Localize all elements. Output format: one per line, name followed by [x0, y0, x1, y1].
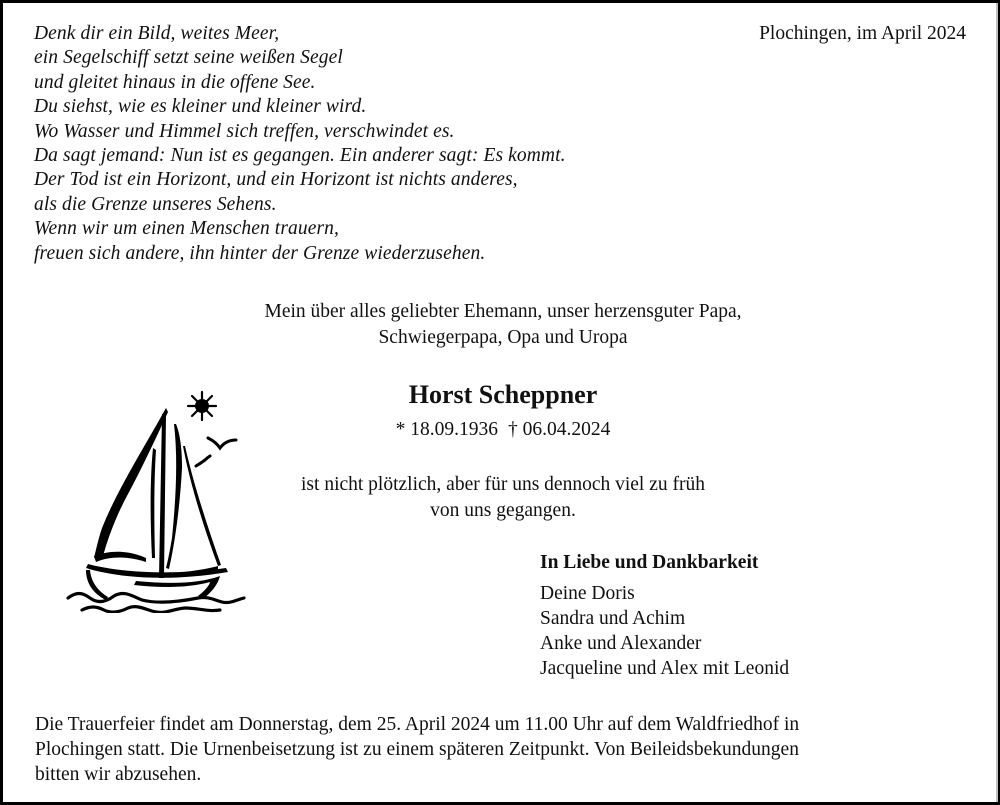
hull-icon — [86, 564, 228, 600]
intro-text — [3, 299, 1000, 351]
poem-line: und gleitet hinaus in die offene See. — [34, 71, 316, 93]
deceased-name: Horst Scheppner — [408, 380, 598, 409]
signer-name: Sandra und Achim — [540, 608, 686, 629]
signers-list — [540, 581, 789, 681]
birth-date: * 18.09.1936 — [395, 419, 498, 440]
service-line: bitten wir abzusehen. — [35, 764, 202, 785]
poem-line: Der Tod ist ein Horizont, und ein Horizont ist nichts anderes, — [34, 169, 518, 191]
poem-line: Da sagt jemand: Nun ist es gegangen. Ein anderer sagt: Es kommt. — [34, 145, 566, 167]
passing-text — [3, 472, 1000, 524]
waves-icon — [68, 593, 244, 612]
poem-line: ein Segelschiff setzt seine weißen Segel — [34, 47, 343, 69]
signer-name: Anke und Alexander — [540, 633, 702, 654]
service-line: Die Trauerfeier findet am Donnerstag, dem 25. April 2024 um 11.00 Uhr auf dem Waldfriedhof in — [35, 714, 800, 735]
poem — [34, 22, 566, 266]
passing-line: ist nicht plötzlich, aber für uns dennoch viel zu früh — [301, 474, 705, 495]
signer-name: Deine Doris — [540, 583, 635, 604]
signers-heading: In Liebe und Dankbarkeit — [540, 552, 759, 573]
intro-line: Mein über alles geliebter Ehemann, unser herzensguter Papa, — [264, 301, 742, 322]
death-date: † 06.04.2024 — [508, 419, 611, 440]
signers-block — [540, 549, 789, 681]
poem-line: freuen sich andere, ihn hinter der Grenze wiederzusehen. — [34, 242, 486, 264]
poem-line: Du siehst, wie es kleiner und kleiner wird. — [34, 96, 367, 118]
life-dates — [3, 417, 1000, 443]
passing-line: von uns gegangen. — [430, 500, 576, 521]
poem-line: Wenn wir um einen Menschen trauern, — [34, 218, 339, 240]
service-line: Plochingen statt. Die Urnenbeisetzung ist zu einem späteren Zeitpunkt. Von Beileidsbekundungen — [35, 739, 799, 760]
service-info — [35, 712, 965, 787]
poem-line: Denk dir ein Bild, weites Meer, — [34, 23, 280, 44]
poem-line: Wo Wasser und Himmel sich treffen, verschwindet es. — [34, 120, 455, 142]
poem-line: als die Grenze unseres Sehens. — [34, 193, 277, 215]
place-date: Plochingen, im April 2024 — [759, 23, 966, 44]
signer-name: Jacqueline und Alex mit Leonid — [540, 658, 790, 679]
intro-line: Schwiegerpapa, Opa und Uropa — [378, 327, 628, 348]
